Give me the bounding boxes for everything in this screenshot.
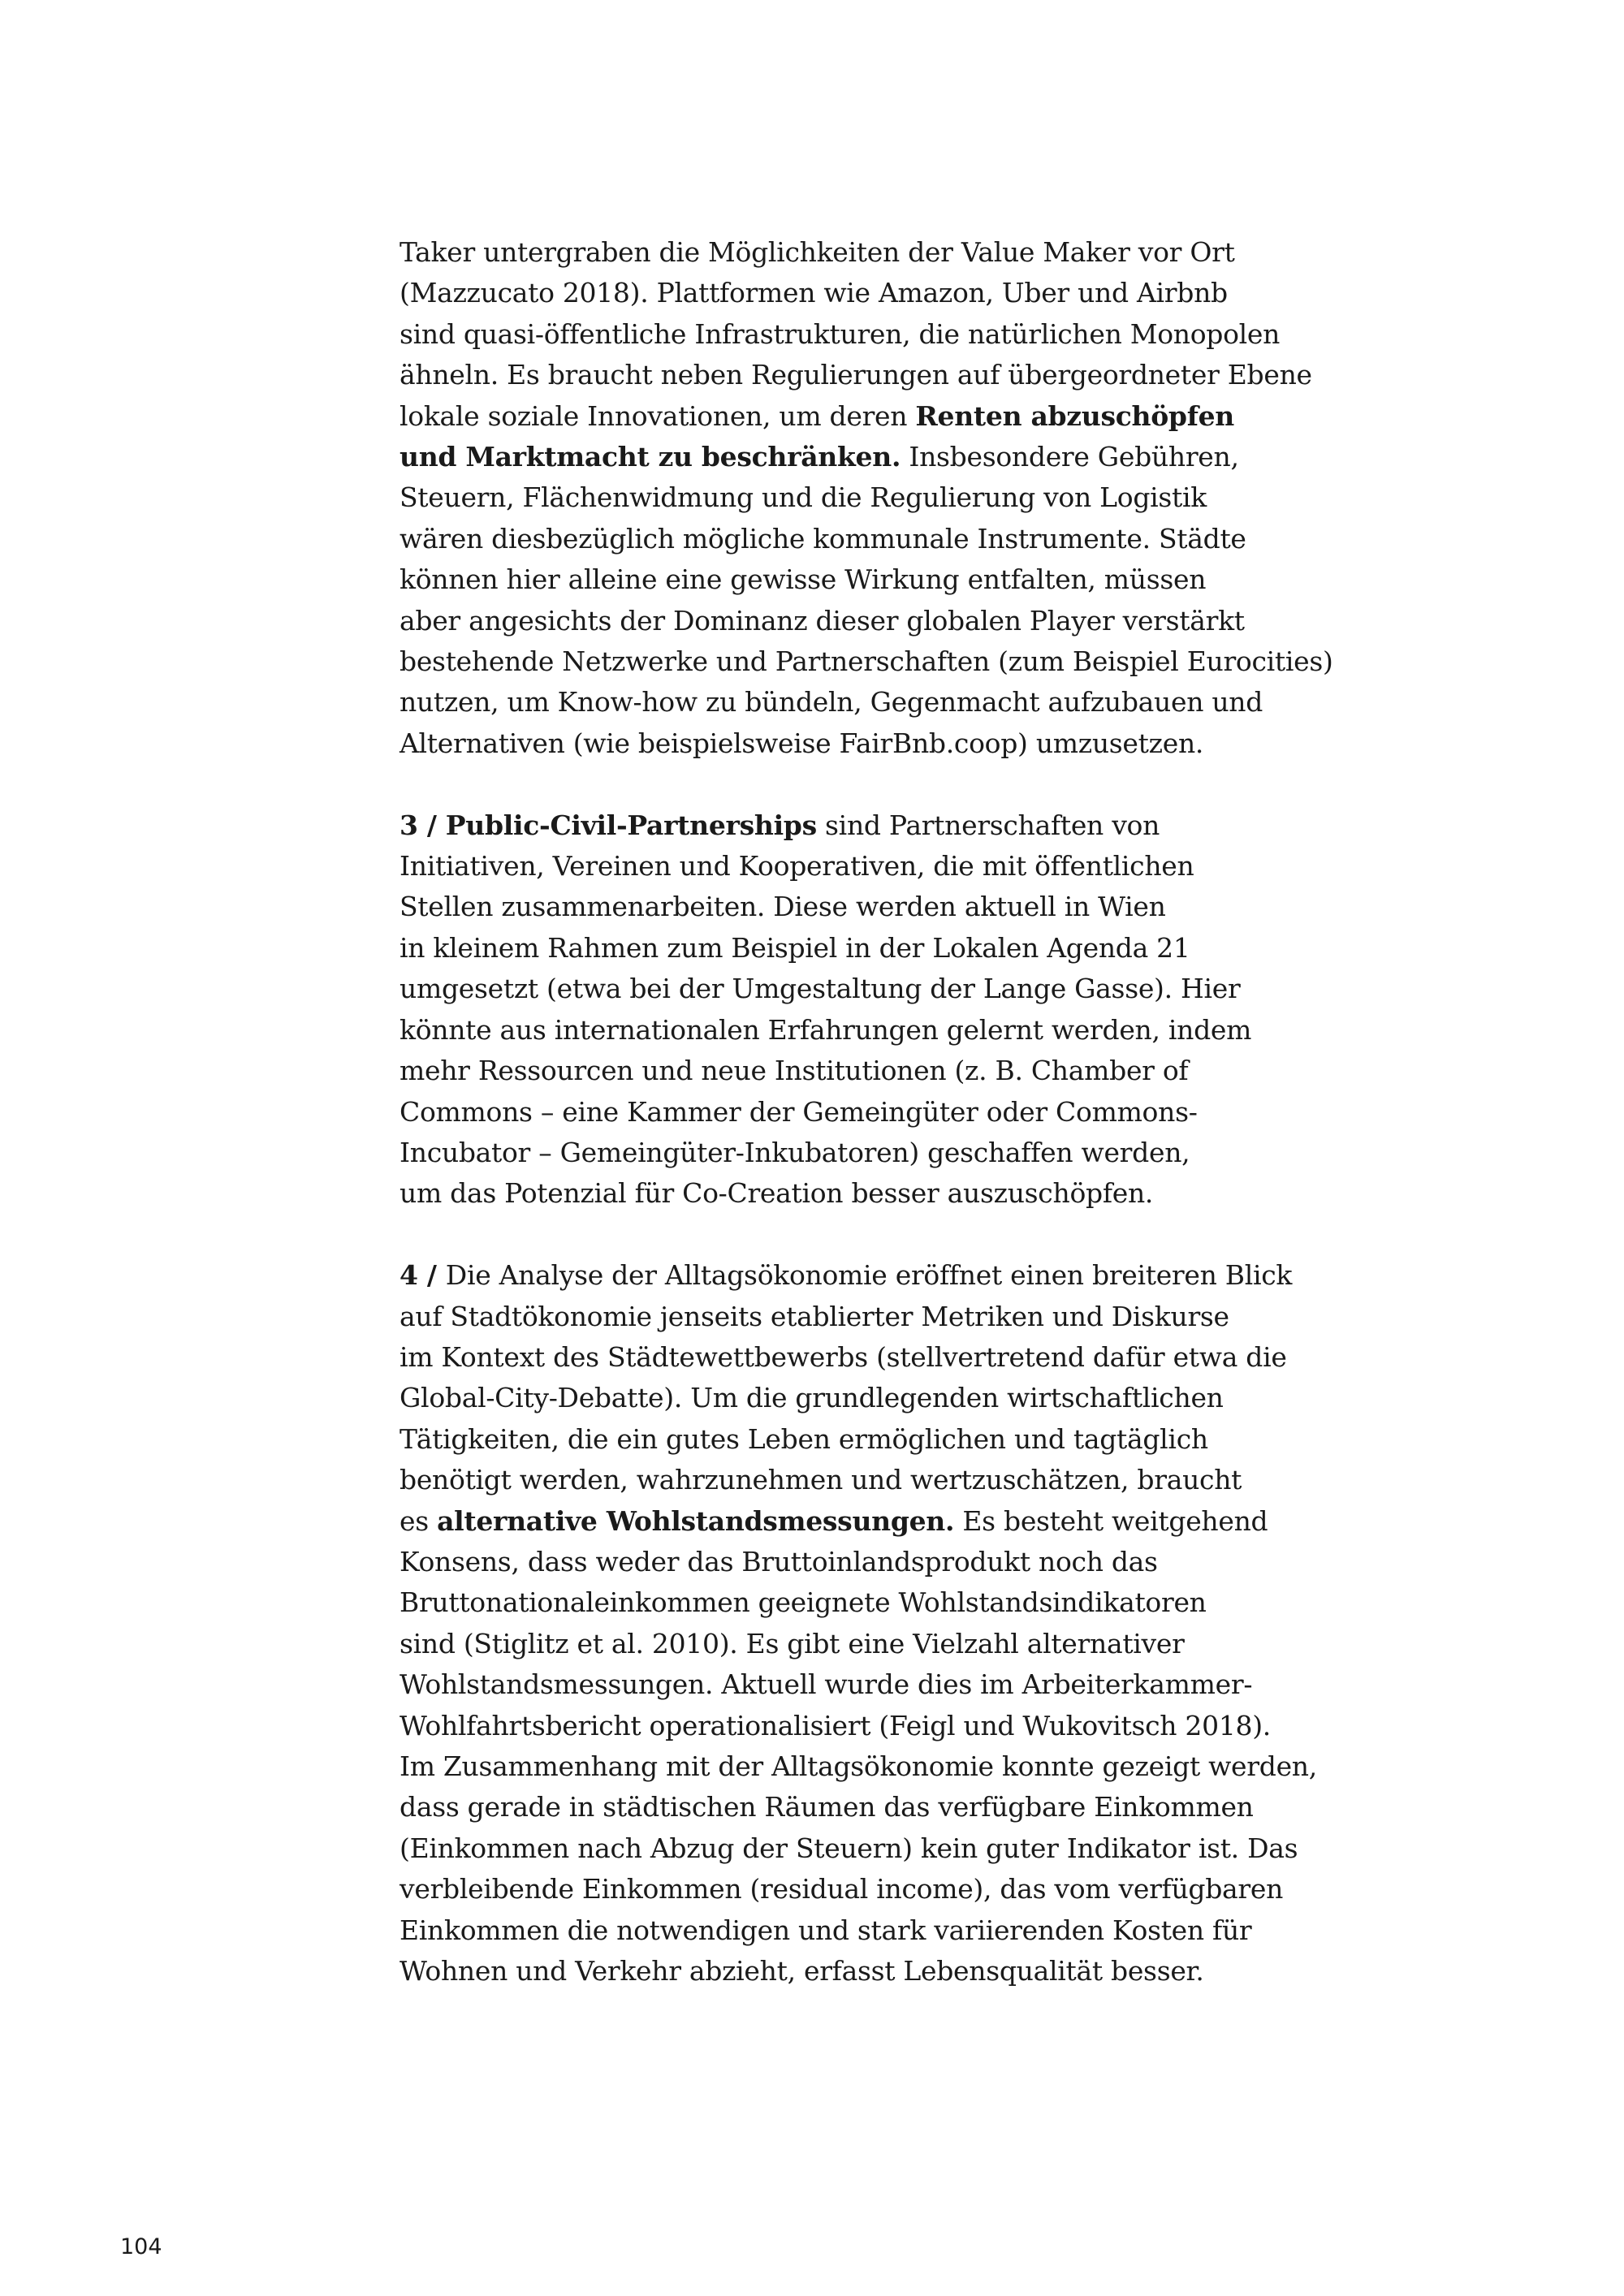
text-segment: Bruttonationaleinkommen geeignete Wohlstandsindikatoren [400, 1586, 1207, 1619]
text-segment: bestehende Netzwerke und Partnerschaften (zum Beispiel Eurocities) [400, 645, 1333, 678]
text-line [400, 1706, 1325, 1746]
bold-text: Public-Civil-Partnerships [445, 809, 817, 841]
text-segment: Konsens, dass weder das Bruttoinlandsprodukt noch das [400, 1545, 1158, 1577]
text-segment: Stellen zusammenarbeiten. Diese werden aktuell in Wien [400, 891, 1166, 923]
text-line [400, 1460, 1325, 1500]
text-segment: um das Potenzial für Co-Creation besser auszuschöpfen. [400, 1177, 1154, 1210]
text-segment: Incubator – Gemeingüter-Inkubatoren) geschaffen werden, [400, 1136, 1190, 1168]
text-line [400, 1542, 1325, 1582]
text-segment: (Einkommen nach Abzug der Steuern) kein guter Indikator ist. Das [400, 1832, 1298, 1864]
text-line [400, 1337, 1325, 1378]
bold-text: 4 / [400, 1259, 446, 1292]
text-segment: Global-City-Debatte). Um die grundlegenden wirtschaftlichen [400, 1382, 1224, 1414]
text-line [400, 232, 1325, 273]
text-line [400, 1624, 1325, 1664]
text-line [400, 928, 1325, 969]
text-line [400, 1051, 1325, 1091]
text-line [400, 641, 1333, 682]
text-line [400, 1869, 1325, 1910]
text-line [400, 846, 1325, 887]
text-line [400, 969, 1325, 1009]
text-line [400, 1746, 1325, 1787]
text-segment: Einkommen die notwendigen und stark variierenden Kosten für [400, 1914, 1252, 1946]
text-line [400, 314, 1325, 355]
text-segment: auf Stadtökonomie jenseits etablierter Metriken und Diskurse [400, 1300, 1229, 1332]
text-segment: Steuern, Flächenwidmung und die Regulierung von Logistik [400, 481, 1207, 514]
text-line [400, 1378, 1325, 1418]
text-segment: Die Analyse der Alltagsökonomie eröffnet einen breiteren Blick [445, 1259, 1293, 1292]
text-line [400, 1297, 1325, 1337]
text-line [400, 805, 1325, 846]
text-segment: benötigt werden, wahrzunehmen und wertzuschätzen, braucht [400, 1464, 1242, 1496]
text-line [400, 887, 1325, 927]
text-line [400, 396, 1325, 437]
text-segment: aber angesichts der Dominanz dieser globalen Player verstärkt [400, 604, 1245, 637]
text-segment: sind quasi-öffentliche Infrastrukturen, die natürlichen Monopolen [400, 317, 1281, 350]
text-segment: verbleibende Einkommen (residual income), das vom verfügbaren [400, 1873, 1284, 1905]
paragraph-1 [400, 232, 1333, 764]
text-line [400, 1582, 1325, 1623]
text-segment: lokale soziale Innovationen, um deren [400, 399, 916, 432]
text-segment: Wohlstandsmessungen. Aktuell wurde dies im Arbeiterkammer- [400, 1668, 1253, 1701]
text-segment: wären diesbezüglich mögliche kommunale Instrumente. Städte [400, 522, 1246, 555]
text-segment: es [400, 1504, 438, 1537]
text-segment: Initiativen, Vereinen und Kooperativen, die mit öffentlichen [400, 850, 1194, 883]
bold-text: alternative Wohlstandsmessungen. [437, 1504, 955, 1537]
text-line [400, 1010, 1325, 1051]
text-line [400, 601, 1325, 641]
text-segment: sind Partnerschaften von [816, 809, 1160, 841]
text-segment: umgesetzt (etwa bei der Umgestaltung der Lange Gasse). Hier [400, 973, 1241, 1005]
text-line [400, 1951, 1325, 1992]
text-line [400, 682, 1325, 723]
text-segment: Es besteht weitgehend [954, 1504, 1268, 1537]
text-segment: dass gerade in städtischen Räumen das verfügbare Einkommen [400, 1791, 1254, 1823]
text-segment: sind (Stiglitz et al. 2010). Es gibt eine Vielzahl alternativer [400, 1627, 1185, 1659]
text-line [400, 477, 1325, 518]
text-line [400, 1828, 1325, 1869]
text-line [400, 273, 1325, 313]
text-segment: im Kontext des Städtewettbewerbs (stellvertretend dafür etwa die [400, 1340, 1287, 1373]
bold-text: und Marktmacht zu beschränken. [400, 441, 901, 473]
text-segment: nutzen, um Know-how zu bündeln, Gegenmacht aufzubauen und [400, 686, 1263, 719]
text-segment: Wohnen und Verkehr abzieht, erfasst Lebensqualität besser. [400, 1955, 1204, 1987]
text-segment: Commons – eine Kammer der Gemeingüter oder Commons- [400, 1095, 1198, 1128]
text-segment: Im Zusammenhang mit der Alltagsökonomie konnte gezeigt werden, [400, 1750, 1317, 1782]
bold-text: 3 / [400, 809, 446, 841]
text-line [400, 1092, 1325, 1133]
text-line [400, 1419, 1325, 1460]
text-line [400, 723, 1325, 764]
paragraph-2 [400, 805, 1325, 1215]
text-line [400, 355, 1325, 395]
text-line [400, 1173, 1325, 1214]
text-line [400, 1133, 1325, 1173]
paragraph-3 [400, 1255, 1325, 1992]
text-segment: können hier alleine eine gewisse Wirkung entfalten, müssen [400, 563, 1207, 596]
body-text [400, 232, 1333, 2033]
text-segment: Taker untergraben die Möglichkeiten der Value Maker vor Ort [400, 236, 1235, 268]
text-segment: (Mazzucato 2018). Plattformen wie Amazon, Uber und Airbnb [400, 277, 1228, 309]
text-segment: mehr Ressourcen und neue Institutionen (z. B. Chamber of [400, 1055, 1189, 1087]
text-line [400, 1255, 1325, 1296]
text-segment: ähneln. Es braucht neben Regulierungen auf übergeordneter Ebene [400, 359, 1312, 391]
text-line [400, 1664, 1325, 1705]
text-line [400, 1787, 1325, 1828]
text-line [400, 1501, 1325, 1542]
text-segment: Tätigkeiten, die ein gutes Leben ermöglichen und tagtäglich [400, 1422, 1208, 1455]
text-segment: könnte aus internationalen Erfahrungen gelernt werden, indem [400, 1013, 1252, 1046]
text-line [400, 1910, 1325, 1951]
bold-text: Renten abzuschöpfen [915, 399, 1234, 432]
text-segment: Wohlfahrtsbericht operationalisiert (Feigl und Wukovitsch 2018). [400, 1709, 1271, 1741]
text-segment: Insbesondere Gebühren, [901, 441, 1239, 473]
text-line [400, 519, 1325, 559]
page-number: 104 [120, 2234, 162, 2259]
text-line [400, 437, 1325, 477]
text-line [400, 559, 1325, 600]
text-segment: in kleinem Rahmen zum Beispiel in der Lokalen Agenda 21 [400, 931, 1190, 964]
text-segment: Alternativen (wie beispielsweise FairBnb.coop) umzusetzen. [400, 727, 1204, 759]
